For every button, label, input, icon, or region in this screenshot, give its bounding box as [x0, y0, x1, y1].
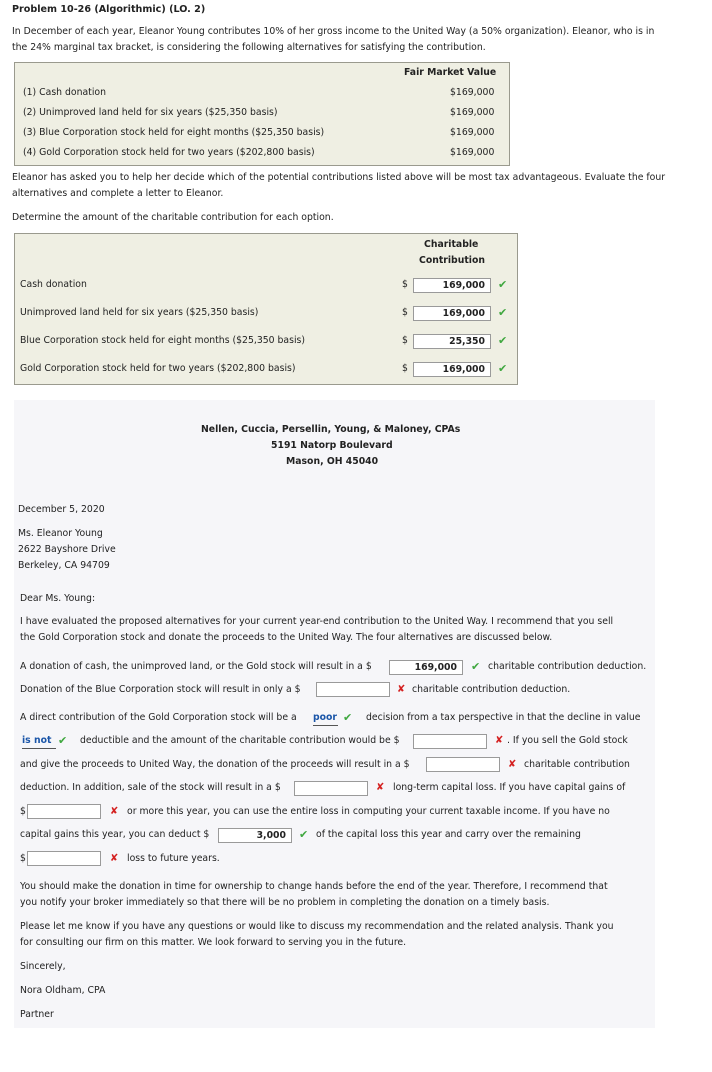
check-icon: ✔ — [299, 828, 309, 841]
contrib-header-1: Charitable — [424, 239, 479, 250]
sentence-text: of the capital loss this year and carry over the remaining — [316, 829, 581, 840]
cross-icon: ✘ — [508, 759, 517, 770]
sentence-text: deductible and the amount of the charitable contribution would be $ — [80, 735, 400, 746]
contrib-input-cash[interactable]: 169,000 — [413, 278, 491, 293]
answer-input[interactable] — [316, 682, 390, 697]
cross-icon: ✘ — [397, 684, 406, 695]
signer-name: Nora Oldham, CPA — [20, 985, 106, 996]
check-icon: ✔ — [343, 711, 353, 724]
answer-input[interactable] — [413, 734, 487, 749]
contrib-row-label: Unimproved land held for six years ($25,350 basis) — [20, 307, 259, 318]
signer-title: Partner — [20, 1009, 54, 1020]
contrib-header-2: Contribution — [419, 255, 485, 266]
answer-input[interactable] — [27, 851, 101, 866]
answer-input[interactable]: 3,000 — [218, 828, 292, 843]
currency-sign: $ — [402, 335, 408, 346]
sentence-text: decision from a tax perspective in that the decline in value — [366, 712, 641, 723]
sentence-text: . If you sell the Gold stock — [507, 735, 628, 746]
fmv-row-label: (3) Blue Corporation stock held for eight months ($25,350 basis) — [23, 127, 325, 138]
addressee-name: Ms. Eleanor Young — [18, 528, 103, 539]
answer-input[interactable]: 169,000 — [389, 660, 463, 675]
closing: Sincerely, — [20, 961, 66, 972]
currency-sign: $ — [402, 307, 408, 318]
answer-input[interactable] — [426, 757, 500, 772]
check-icon: ✔ — [471, 660, 481, 673]
fmv-row-label: (4) Gold Corporation stock held for two years ($202,800 basis) — [23, 147, 315, 158]
sentence-text: deduction. In addition, sale of the stock will result in a $ — [20, 782, 281, 793]
sentence-text: A direct contribution of the Gold Corporation stock will be a — [20, 712, 297, 723]
check-icon: ✔ — [498, 334, 508, 347]
para4-line2: for consulting our firm on this matter. We look forward to serving you in the future. — [20, 937, 407, 948]
contrib-row-label: Blue Corporation stock held for eight months ($25,350 basis) — [20, 335, 306, 346]
contrib-row-label: Cash donation — [20, 279, 87, 290]
fmv-header: Fair Market Value — [404, 67, 497, 78]
contrib-row-label: Gold Corporation stock held for two years ($202,800 basis) — [20, 363, 296, 374]
fmv-row-value: $169,000 — [450, 107, 495, 118]
intro-line-2: the 24% marginal tax bracket, is considering the following alternatives for satisfying the contribution. — [12, 42, 486, 53]
firm-city: Mason, OH 45040 — [286, 456, 379, 467]
currency-sign: $ — [402, 279, 408, 290]
para1-line2: the Gold Corporation stock and donate the proceeds to the United Way. The four alternatives are discussed below. — [20, 632, 553, 643]
para4-line1: Please let me know if you have any questions or would like to discuss my recommendation and the related analysis. Thank you — [20, 921, 614, 932]
firm-name: Nellen, Cuccia, Persellin, Young, & Maloney, CPAs — [201, 424, 461, 435]
fmv-row-value: $169,000 — [450, 87, 495, 98]
sentence-text: Donation of the Blue Corporation stock will result in only a $ — [20, 684, 301, 695]
problem-title: Problem 10-26 (Algorithmic) (LO. 2) — [12, 4, 206, 15]
sentence-text: charitable contribution deduction. — [488, 661, 647, 672]
fmv-row-value: $169,000 — [450, 127, 495, 138]
currency-sign: $ — [402, 363, 408, 374]
determine-text: Determine the amount of the charitable contribution for each option. — [12, 212, 334, 223]
sentence-text: charitable contribution — [524, 759, 630, 770]
fmv-row-label: (1) Cash donation — [23, 87, 106, 98]
fmv-row-value: $169,000 — [450, 147, 495, 158]
contrib-input-blue[interactable]: 25,350 — [413, 334, 491, 349]
help-line-1: Eleanor has asked you to help her decide which of the potential contributions listed above will be most tax advantageous. Evaluate the four — [12, 172, 666, 183]
intro-line-1: In December of each year, Eleanor Young contributes 10% of her gross income to the United Way (a 50% organization). Eleanor, who is in — [12, 26, 655, 37]
cross-icon: ✘ — [110, 806, 119, 817]
para3-line1: You should make the donation in time for ownership to change hands before the end of the year. Therefore, I recommend that — [20, 881, 608, 892]
cross-icon: ✘ — [376, 782, 385, 793]
answer-input[interactable] — [294, 781, 368, 796]
sentence-text: capital gains this year, you can deduct $ — [20, 829, 210, 840]
contrib-input-land[interactable]: 169,000 — [413, 306, 491, 321]
contrib-input-gold[interactable]: 169,000 — [413, 362, 491, 377]
check-icon: ✔ — [58, 734, 68, 747]
check-icon: ✔ — [498, 306, 508, 319]
para3-line2: you notify your broker immediately so that there will be no problem in completing the donation on a timely basis. — [20, 897, 550, 908]
sentence-text: loss to future years. — [127, 853, 220, 864]
dropdown-poor[interactable]: poor — [313, 711, 338, 726]
letter-date: December 5, 2020 — [18, 504, 105, 515]
dropdown-is-not[interactable]: is not — [22, 734, 56, 749]
help-line-2: alternatives and complete a letter to Eleanor. — [12, 188, 224, 199]
currency-sign: $ — [20, 806, 26, 817]
sentence-text: A donation of cash, the unimproved land, or the Gold stock will result in a $ — [20, 661, 372, 672]
sentence-text: or more this year, you can use the entire loss in computing your current taxable income. If you have no — [127, 806, 610, 817]
addressee-city: Berkeley, CA 94709 — [18, 560, 110, 571]
check-icon: ✔ — [498, 362, 508, 375]
addressee-street: 2622 Bayshore Drive — [18, 544, 116, 555]
answer-input[interactable] — [27, 804, 101, 819]
fmv-row-label: (2) Unimproved land held for six years ($25,350 basis) — [23, 107, 278, 118]
cross-icon: ✘ — [495, 735, 504, 746]
cross-icon: ✘ — [110, 853, 119, 864]
sentence-text: long-term capital loss. If you have capital gains of — [393, 782, 626, 793]
salutation: Dear Ms. Young: — [20, 593, 96, 604]
sentence-text: charitable contribution deduction. — [412, 684, 571, 695]
firm-street: 5191 Natorp Boulevard — [271, 440, 393, 451]
currency-sign: $ — [20, 853, 26, 864]
check-icon: ✔ — [498, 278, 508, 291]
para1-line1: I have evaluated the proposed alternatives for your current year-end contribution to the United Way. I recommend that you sell — [20, 616, 614, 627]
sentence-text: and give the proceeds to United Way, the donation of the proceeds will result in a $ — [20, 759, 410, 770]
